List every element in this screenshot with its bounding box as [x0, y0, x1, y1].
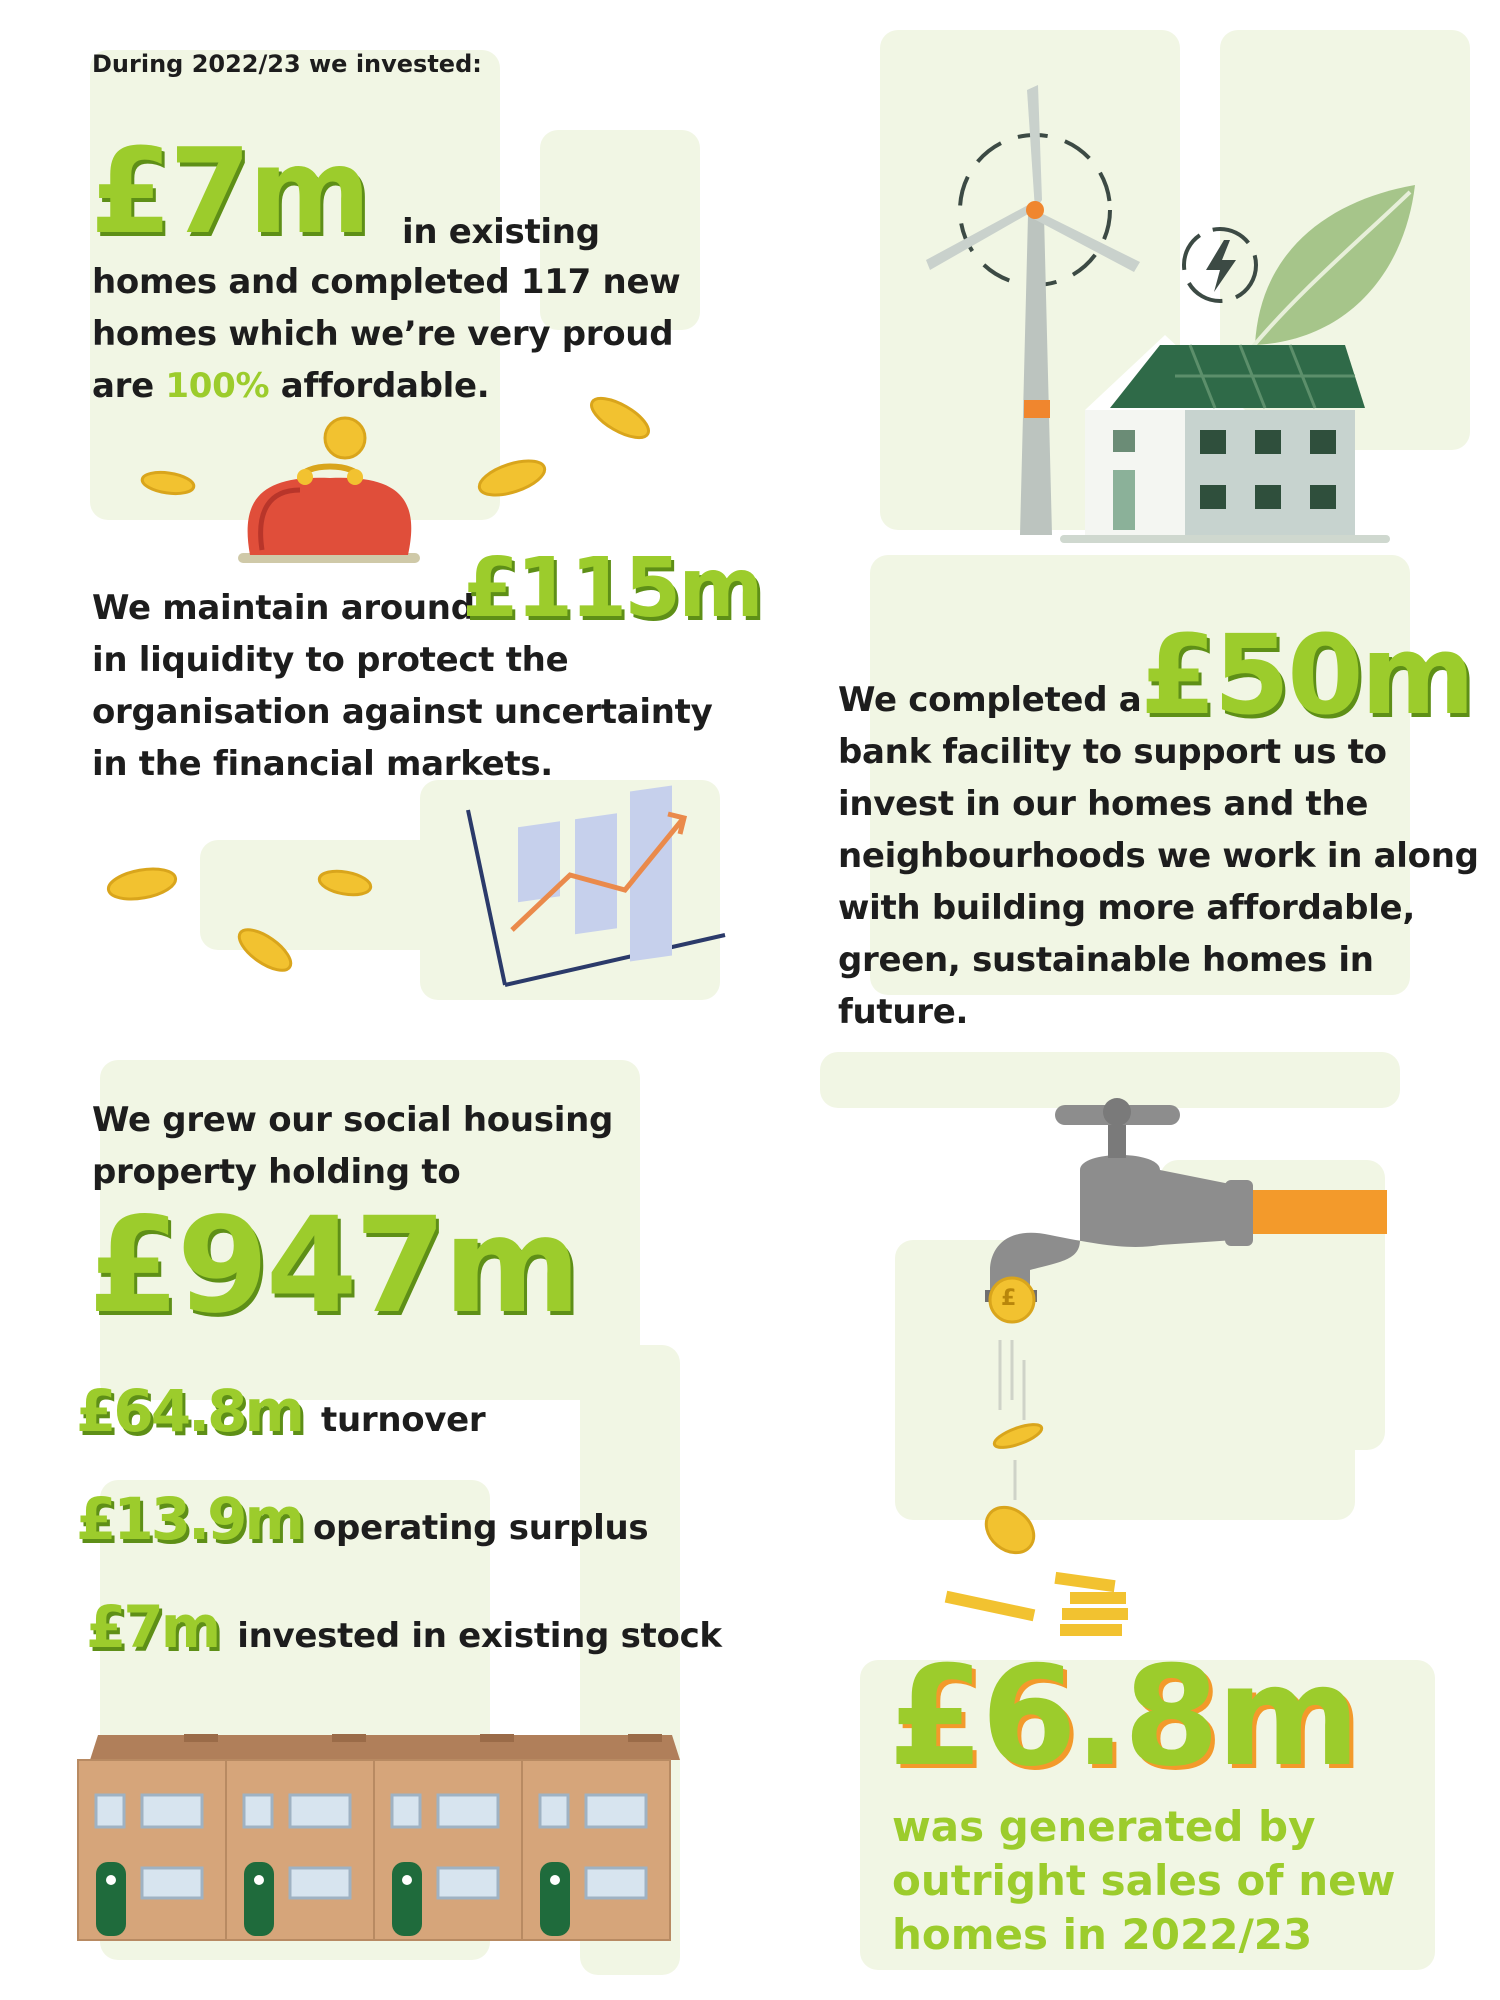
- highlight-100-percent: 100%: [165, 366, 270, 406]
- text-line: with building more affordable,: [838, 888, 1415, 928]
- text-line: homes and completed 117 new: [92, 262, 681, 302]
- text-span: are: [92, 366, 166, 406]
- liquidity-text-pre: We maintain around: [92, 588, 475, 628]
- big-stat-115m: £115m: [462, 541, 761, 636]
- text-line: in liquidity to protect the: [92, 640, 569, 680]
- text-line: We grew our social housing: [92, 1100, 614, 1140]
- facility-text-pre: We completed a: [838, 680, 1142, 720]
- stat-amount: £13.9m: [76, 1485, 302, 1553]
- text-line: neighbourhoods we work in along: [838, 836, 1479, 876]
- text-line: bank facility to support us to: [838, 732, 1387, 772]
- stat-description: in existing: [402, 212, 600, 252]
- text-line: homes which we’re very proud: [92, 314, 674, 354]
- coin-icon: [992, 1420, 1044, 1452]
- text-line: green, sustainable homes in future.: [838, 940, 1374, 1032]
- intro-text: During 2022/23 we invested:: [92, 50, 482, 78]
- coin-symbol: £: [1001, 1286, 1017, 1311]
- text-line: was generated by: [892, 1802, 1316, 1851]
- big-stat-6-8m: £6.8m: [888, 1636, 1358, 1797]
- stat-amount: £7m: [86, 1593, 219, 1661]
- stat-label: turnover: [321, 1400, 486, 1440]
- stat-label: operating surplus: [313, 1508, 649, 1548]
- text-line: outright sales of new: [892, 1856, 1396, 1905]
- stat-amount: £64.8m: [76, 1377, 302, 1445]
- sales-text: [892, 1800, 1395, 1962]
- text-line: homes in 2022/23: [892, 1910, 1313, 1959]
- big-stat-50m: £50m: [1140, 611, 1473, 739]
- text-line: property holding to: [92, 1152, 461, 1192]
- big-stat-7m: £7m: [90, 122, 369, 260]
- text-span: affordable.: [269, 366, 490, 406]
- stat-label: invested in existing stock: [237, 1616, 722, 1656]
- big-stat-947m: £947m: [88, 1189, 578, 1343]
- text-line: organisation against uncertainty: [92, 692, 713, 732]
- text-line: invest in our homes and the: [838, 784, 1369, 824]
- coin-icon: [977, 1498, 1043, 1562]
- text-line: in the financial markets.: [92, 744, 553, 784]
